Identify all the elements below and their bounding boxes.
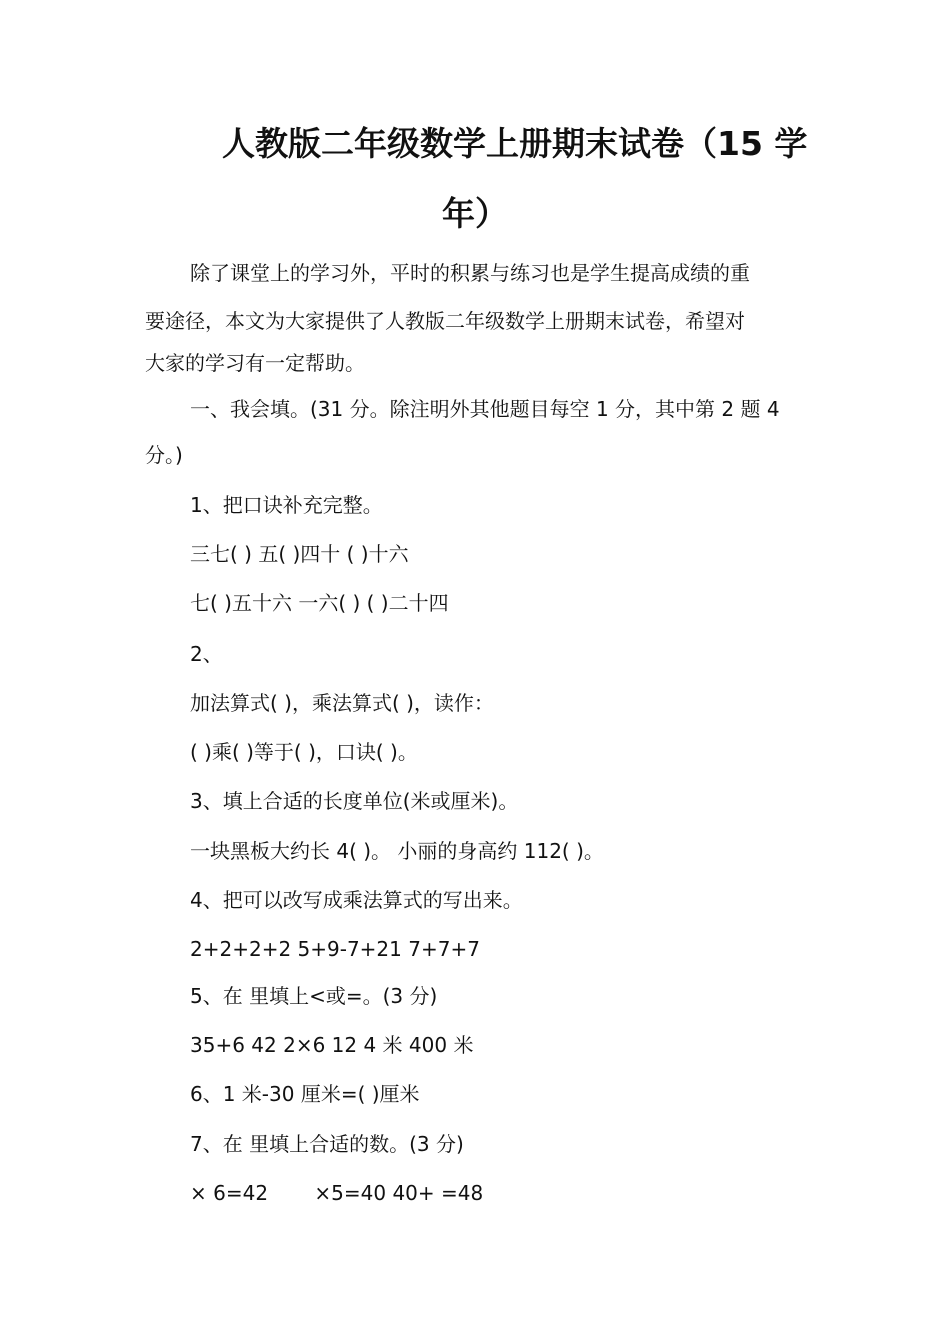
question-2-line-a: 加法算式( )，乘法算式( )，读作：: [190, 691, 494, 715]
section-heading-line-2: 分。): [145, 443, 183, 467]
question-2-line-b: ( )乘( )等于( )，口诀( )。: [190, 740, 418, 764]
question-3-title: 3、填上合适的长度单位(米或厘米)。: [190, 789, 519, 813]
question-2-title: 2、: [190, 642, 223, 666]
question-1-title: 1、把口诀补充完整。: [190, 493, 383, 517]
question-4-line-a: 2+2+2+2 5+9-7+21 7+7+7: [190, 937, 480, 961]
question-7-title: 7、在 里填上合适的数。(3 分): [190, 1132, 464, 1156]
question-7-line-a: × 6=42 ×5=40 40+ =48: [190, 1181, 484, 1205]
intro-line-3: 大家的学习有一定帮助。: [145, 351, 365, 375]
intro-line-1: 除了课堂上的学习外，平时的积累与练习也是学生提高成绩的重: [190, 261, 750, 285]
question-4-title: 4、把可以改写成乘法算式的写出来。: [190, 888, 523, 912]
intro-line-2: 要途径，本文为大家提供了人教版二年级数学上册期末试卷，希望对: [145, 309, 745, 333]
section-heading-line-1: 一、我会填。(31 分。除注明外其他题目每空 1 分，其中第 2 题 4: [190, 397, 780, 421]
question-5-title: 5、在 里填上<或=。(3 分): [190, 984, 438, 1008]
question-1-line-b: 七( )五十六 一六( ) ( )二十四: [190, 591, 449, 615]
document-title-line-1: 人教版二年级数学上册期末试卷（15 学: [222, 124, 808, 163]
document-title-line-2: 年）: [442, 194, 508, 233]
question-3-line-a: 一块黑板大约长 4( )。 小丽的身高约 112( )。: [190, 839, 604, 863]
question-6-title: 6、1 米-30 厘米=( )厘米: [190, 1082, 420, 1106]
question-5-line-a: 35+6 42 2×6 12 4 米 400 米: [190, 1033, 474, 1057]
question-1-line-a: 三七( ) 五( )四十 ( )十六: [190, 542, 409, 566]
